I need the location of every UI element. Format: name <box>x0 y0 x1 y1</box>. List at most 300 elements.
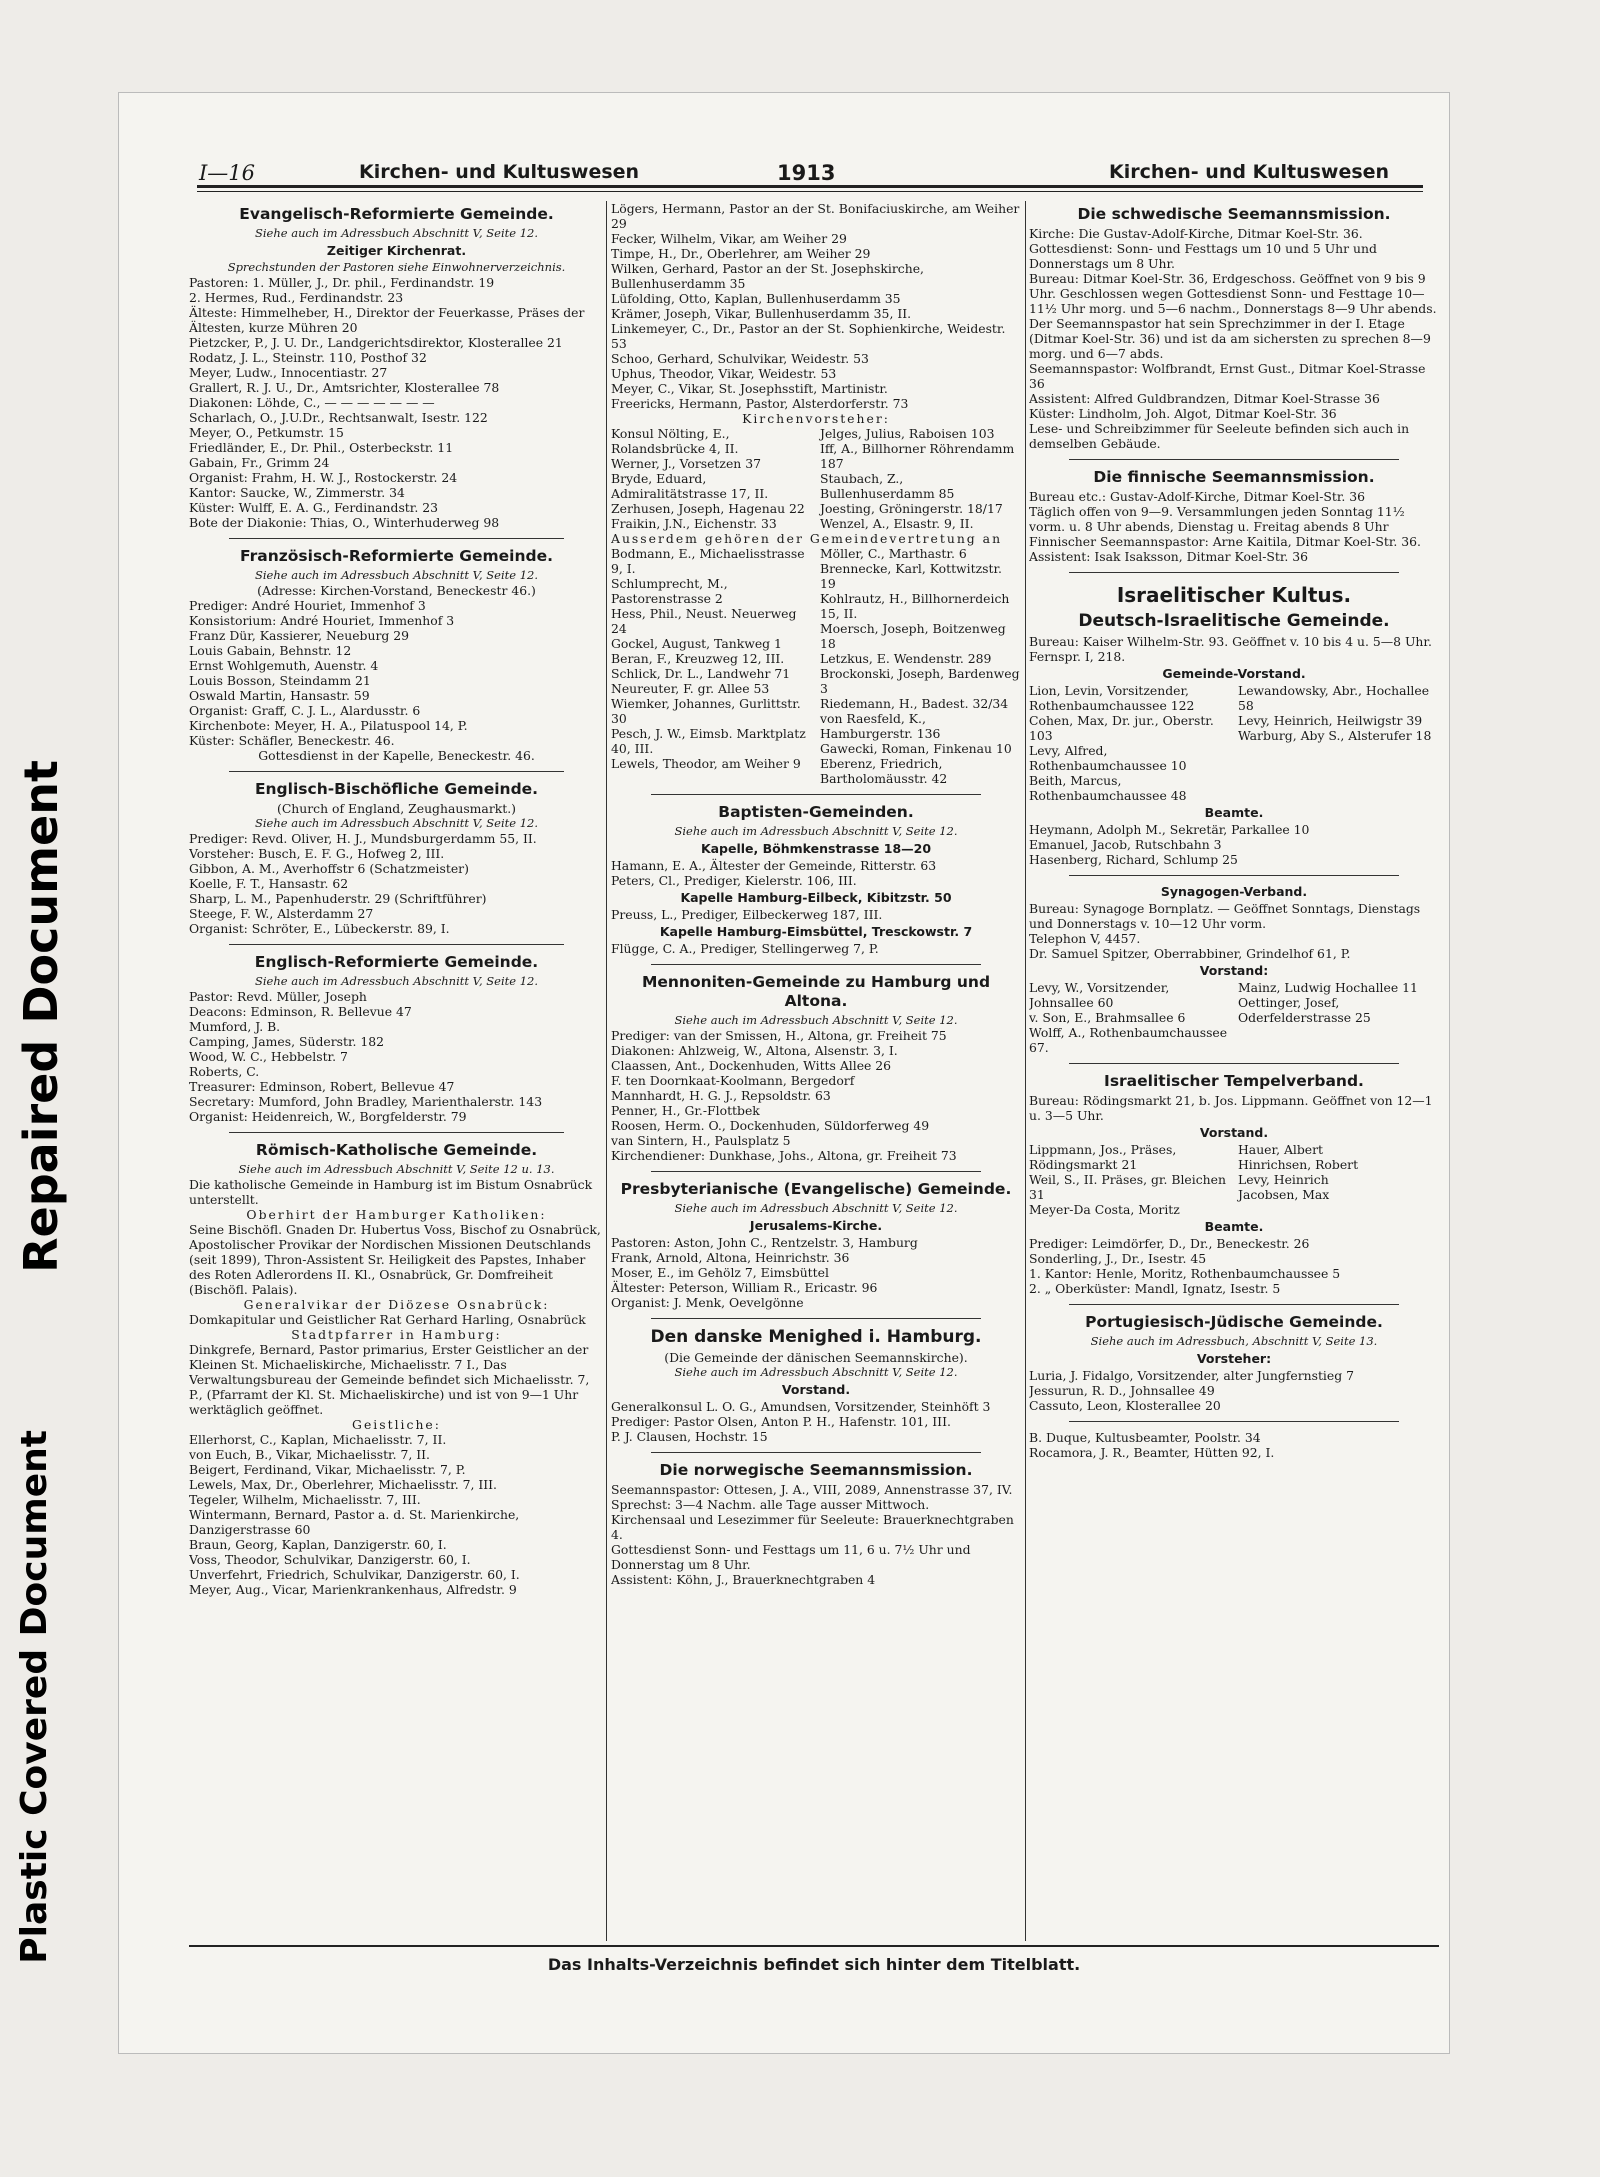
footer-rule <box>189 1945 1439 1947</box>
entry-line: Frank, Arnold, Altona, Heinrichstr. 36 <box>611 1250 850 1265</box>
entry-line: Diakonen: Ahlzweig, W., Altona, Alsenstr. 3, I. <box>611 1043 898 1058</box>
entry-line: Wilken, Gerhard, Pastor an der St. Josephskirche, Bullenhuserdamm 35 <box>611 261 924 291</box>
section-subtitle: (Church of England, Zeughausmarkt.) <box>276 801 517 816</box>
entry-line: Meyer, O., Petkumstr. 15 <box>189 425 344 440</box>
section-divider <box>651 794 981 795</box>
entry-line: Kantor: Saucke, W., Zimmerstr. 34 <box>189 485 405 500</box>
section-schwedische-seemannsmission <box>1029 205 1439 451</box>
page-footer: Das Inhalts-Verzeichnis befindet sich hinter dem Titelblatt. <box>547 1955 1081 1974</box>
section-title: Die norwegische Seemannsmission. <box>659 1461 973 1479</box>
section-note: Siehe auch im Adressbuch Abschnitt V, Seite 12. <box>254 568 538 582</box>
column-middle <box>611 201 1021 1941</box>
section-evangelisch-reformiert <box>189 205 604 530</box>
entry-line: Pastor: Revd. Müller, Joseph <box>189 989 367 1004</box>
paragraph: Seine Bischöfl. Gnaden Dr. Hubertus Voss, Bischof zu Osnabrück, Apostolischer Provikar der Nordischen Missionen Deutschlands (seit 1899), Thron-Assistent Sr. Heiligkeit des Papstes, Inhaber des Roten Adlerordens II. Kl., Osnabrück, Gr. Domfreiheit (Bischöfl. Palais). <box>189 1222 601 1297</box>
entry-line: Weil, S., II. Präses, gr. Bleichen 31 <box>1029 1172 1226 1202</box>
section-title: Evangelisch-Reformierte Gemeinde. <box>239 205 554 223</box>
entry-line: Bureau: Ditmar Koel-Str. 36, Erdgeschoss. Geöffnet von 9 bis 9 Uhr. Geschlossen wegen Gottesdienst Sonn- und Festtage 10—11½ Uhr morg. und 5—6 nachm., Donnerstags 8—9 Uhr abends. <box>1029 271 1437 316</box>
entry-line: Preuss, L., Prediger, Eilbeckerweg 187, III. <box>611 907 883 922</box>
entry-line: Jessurun, R. D., Johnsallee 49 <box>1029 1383 1215 1398</box>
entry-line: Sprechst: 3—4 Nachm. alle Tage ausser Mittwoch. <box>611 1497 930 1512</box>
entry-list <box>1029 1142 1230 1217</box>
entry-line: Gawecki, Roman, Finkenau 10 <box>820 741 1012 756</box>
entry-line: Iff, A., Billhorner Röhrendamm 187 <box>820 441 1015 471</box>
section-address: (Adresse: Kirchen-Vorstand, Beneckestr 46.) <box>257 583 536 598</box>
entry-line: 2. „ Oberküster: Mandl, Ignatz, Isestr. 5 <box>1029 1281 1281 1296</box>
section-title: Englisch-Reformierte Gemeinde. <box>254 953 539 971</box>
subsection-heading: Vorstand. <box>1199 1125 1269 1140</box>
entry-line: Lüfolding, Otto, Kaplan, Bullenhuserdamm 35 <box>611 291 901 306</box>
entry-line: Camping, James, Süderstr. 182 <box>189 1034 385 1049</box>
section-title: Mennoniten-Gemeinde zu Hamburg und Altona. <box>641 973 991 1010</box>
entry-list <box>1029 489 1439 564</box>
entry-line: Assistent: Alfred Guldbrandzen, Ditmar Koel-Strasse 36 <box>1029 391 1380 406</box>
section-title: Französisch-Reformierte Gemeinde. <box>240 547 553 565</box>
entry-line: Louis Bosson, Steindamm 21 <box>189 673 371 688</box>
entry-line: Gockel, August, Tankweg 1 <box>611 636 782 651</box>
entry-line: Fecker, Wilhelm, Vikar, am Weiher 29 <box>611 231 847 246</box>
section-title: Römisch-Katholische Gemeinde. <box>255 1141 538 1159</box>
section-tempelverband <box>1029 1072 1439 1296</box>
entry-line: Scharlach, O., J.U.Dr., Rechtsanwalt, Isestr. 122 <box>189 410 488 425</box>
entry-line: Roberts, C. <box>189 1064 260 1079</box>
entry-list <box>611 1028 1021 1163</box>
entry-line: Organist: Graff, C. J. L., Alardusstr. 6 <box>189 703 421 718</box>
entry-line: Cohen, Max, Dr. jur., Oberstr. 103 <box>1029 713 1214 743</box>
entry-line: Emanuel, Jacob, Rutschbahn 3 <box>1029 837 1222 852</box>
entry-list <box>189 1432 604 1597</box>
entry-line: Jelges, Julius, Raboisen 103 <box>820 426 995 441</box>
entry-line: Pesch, J. W., Eimsb. Marktplatz 40, III. <box>611 726 806 756</box>
running-title-left: Kirchen- und Kultuswesen <box>359 161 640 183</box>
entry-line: Kirche: Die Gustav-Adolf-Kirche, Ditmar Koel-Str. 36. <box>1029 226 1363 241</box>
section-note: Siehe auch im Adressbuch Abschnitt V, Seite 12 u. 13. <box>238 1162 555 1176</box>
entry-line: Seemannspastor: Wolfbrandt, Ernst Gust., Ditmar Koel-Strasse 36 <box>1029 361 1426 391</box>
page-number: I—16 <box>199 161 256 185</box>
entry-line: Lewels, Max, Dr., Oberlehrer, Michaelisstr. 7, III. <box>189 1477 497 1492</box>
section-divider <box>1069 1421 1399 1422</box>
two-column-list <box>1029 980 1439 1055</box>
entry-line: Seemannspastor: Ottesen, J. A., VIII, 2089, Annenstrasse 37, IV. <box>611 1482 1013 1497</box>
entry-line: Wintermann, Bernard, Pastor a. d. St. Marienkirche, Danzigerstrasse 60 <box>189 1507 520 1537</box>
entry-line: Roosen, Herm. O., Dockenhuden, Süldorferweg 49 <box>611 1118 930 1133</box>
section-danske-menighed <box>611 1327 1021 1444</box>
entry-line: Louis Gabain, Behnstr. 12 <box>189 643 352 658</box>
subsection-heading: Zeitiger Kirchenrat. <box>326 243 467 258</box>
section-divider <box>651 1171 981 1172</box>
plastic-covered-document-label: Plastic Covered Document <box>14 1430 55 1964</box>
section-israelitischer-kultus <box>1029 583 1439 867</box>
entry-line: Deacons: Edminson, R. Bellevue 47 <box>189 1004 412 1019</box>
subsection-heading: Oberhirt der Hamburger Katholiken: <box>246 1207 547 1222</box>
entry-line: Küster: Lindholm, Joh. Algot, Ditmar Koel-Str. 36 <box>1029 406 1337 421</box>
section-divider <box>229 1132 564 1133</box>
subsection-heading: Vorstand: <box>1199 963 1269 978</box>
entry-line: Timpe, H., Dr., Oberlehrer, am Weiher 29 <box>611 246 871 261</box>
section-divider <box>651 1452 981 1453</box>
section-divider <box>651 1318 981 1319</box>
section-divider <box>229 771 564 772</box>
entry-line: Schoo, Gerhard, Schulvikar, Weidestr. 53 <box>611 351 869 366</box>
entry-line: Wenzel, A., Elsastr. 9, II. <box>820 516 974 531</box>
entry-list <box>611 426 812 531</box>
entry-list <box>1029 226 1439 451</box>
entry-line: Letzkus, E. Wendenstr. 289 <box>820 651 992 666</box>
entry-line: Friedländer, E., Dr. Phil., Osterbeckstr. 11 <box>189 440 454 455</box>
entry-line: Wiemker, Johannes, Gurlittstr. 30 <box>611 696 801 726</box>
entry-line: Generalkonsul L. O. G., Amundsen, Vorsitzender, Steinhöft 3 <box>611 1399 991 1414</box>
entry-line: Neureuter, F. gr. Allee 53 <box>611 681 770 696</box>
entry-line: Moser, E., im Gehölz 7, Eimsbüttel <box>611 1265 829 1280</box>
subsection-heading: Gemeinde-Vorstand. <box>1162 666 1306 681</box>
section-presbyterianisch <box>611 1180 1021 1310</box>
subsection-heading: Vorstand. <box>781 1382 851 1397</box>
entry-line: Levy, Alfred, Rothenbaumchaussee 10 <box>1029 743 1187 773</box>
section-title: Israelitischer Tempelverband. <box>1104 1072 1364 1090</box>
section-title: Portugiesisch-Jüdische Gemeinde. <box>1085 1313 1383 1331</box>
entry-line: Koelle, F. T., Hansastr. 62 <box>189 876 349 891</box>
entry-line: Fraikin, J.N., Eichenstr. 33 <box>611 516 777 531</box>
entry-line: Penner, H., Gr.-Flottbek <box>611 1103 760 1118</box>
two-column-list <box>611 426 1021 531</box>
repaired-document-label: Repaired Document <box>14 760 68 1273</box>
entry-line: Schlick, Dr. L., Landwehr 71 <box>611 666 791 681</box>
section-note: Siehe auch im Adressbuch Abschnitt V, Seite 12. <box>254 974 538 988</box>
entry-line: Sonderling, J., Dr., Isestr. 45 <box>1029 1251 1207 1266</box>
entry-list <box>189 831 604 936</box>
header-year: 1913 <box>777 161 836 185</box>
entry-line: Staubach, Z., Bullenhuserdamm 85 <box>820 471 955 501</box>
entry-line: Kirchenbote: Meyer, H. A., Pilatuspool 14, P. <box>189 718 468 733</box>
entry-list <box>820 426 1021 531</box>
entry-list <box>1029 683 1230 803</box>
entry-list <box>611 546 812 786</box>
entry-line: Levy, W., Vorsitzender, Johnsallee 60 <box>1029 980 1170 1010</box>
entry-line: Meyer, Aug., Vicar, Marienkrankenhaus, Alfredstr. 9 <box>189 1582 517 1597</box>
entry-line: Hess, Phil., Neust. Neuerweg 24 <box>611 606 797 636</box>
entry-line: Brennecke, Karl, Kottwitzstr. 19 <box>820 561 1002 591</box>
section-mennoniten <box>611 973 1021 1163</box>
entry-line: von Euch, B., Vikar, Michaelisstr. 7, II. <box>189 1447 430 1462</box>
entry-list <box>1029 1368 1439 1413</box>
entry-line: Voss, Theodor, Schulvikar, Danzigerstr. 60, I. <box>189 1552 471 1567</box>
entry-line: Bryde, Eduard, Admiralitätstrasse 17, II. <box>611 471 769 501</box>
entry-line: Gibbon, A. M., Averhoffstr 6 (Schatzmeister) <box>189 861 469 876</box>
entry-line: Kirchendiener: Dunkhase, Johs., Altona, gr. Freiheit 73 <box>611 1148 957 1163</box>
section-note: Siehe auch im Adressbuch Abschnitt V, Seite 12. <box>254 226 538 240</box>
entry-line: Lewels, Theodor, am Weiher 9 <box>611 756 801 771</box>
subsection-heading: Jerusalems-Kirche. <box>749 1218 883 1233</box>
entry-line: Diakonen: Löhde, C., — — — — — — — <box>189 395 435 410</box>
entry-list <box>611 907 1021 922</box>
entry-line: Freericks, Hermann, Pastor, Alsterdorferstr. 73 <box>611 396 909 411</box>
section-note: Siehe auch im Adressbuch Abschnitt V, Seite 12. <box>254 816 538 830</box>
entry-line: Gottesdienst Sonn- und Festtags um 11, 6 u. 7½ Uhr und Donnerstag um 8 Uhr. <box>611 1542 971 1572</box>
subsection-heading: Ausserdem gehören der Gemeindevertretung an <box>611 531 1003 546</box>
entry-line: Ellerhorst, C., Kaplan, Michaelisstr. 7, II. <box>189 1432 447 1447</box>
entry-line: Schlumprecht, M., Pastorenstrasse 2 <box>611 576 728 606</box>
section-divider <box>229 538 564 539</box>
scanned-page <box>118 92 1450 2054</box>
entry-line: Hasenberg, Richard, Schlump 25 <box>1029 852 1238 867</box>
entry-line: Cassuto, Leon, Klosterallee 20 <box>1029 1398 1221 1413</box>
entry-line: Gottesdienst: Sonn- und Festtags um 10 und 5 Uhr und Donnerstags um 8 Uhr. <box>1029 241 1377 271</box>
entry-line: Meyer, Ludw., Innocentiastr. 27 <box>189 365 388 380</box>
entry-line: Pietzcker, P., J. U. Dr., Landgerichtsdirektor, Klosterallee 21 <box>189 335 563 350</box>
section-title: Den danske Menighed i. Hamburg. <box>650 1327 982 1347</box>
entry-line: Linkemeyer, C., Dr., Pastor an der St. Sophienkirche, Weidestr. 53 <box>611 321 1006 351</box>
subsection-heading: Kapelle, Böhmkenstrasse 18—20 <box>700 841 932 856</box>
entry-line: Zerhusen, Joseph, Hagenau 22 <box>611 501 805 516</box>
section-finnische-seemannsmission <box>1029 468 1439 564</box>
entry-line: Lese- und Schreibzimmer für Seeleute befinden sich auch in demselben Gebäude. <box>1029 421 1410 451</box>
section-norwegische-seemannsmission <box>611 1461 1021 1587</box>
entry-line: Eberenz, Friedrich, Bartholomäusstr. 42 <box>820 756 948 786</box>
entry-line: Meyer, C., Vikar, St. Josephsstift, Martinistr. <box>611 381 888 396</box>
entry-list <box>820 546 1021 786</box>
entry-line: Krämer, Joseph, Vikar, Bullenhuserdamm 35, II. <box>611 306 912 321</box>
entry-line: Hamann, E. A., Ältester der Gemeinde, Ritterstr. 63 <box>611 858 937 873</box>
entry-line: Pastoren: 1. Müller, J., Dr. phil., Ferdinandstr. 19 <box>189 275 495 290</box>
section-footnote: Gottesdienst in der Kapelle, Beneckestr. 46. <box>258 748 535 763</box>
section-divider <box>1069 572 1399 573</box>
entry-line: Sharp, L. M., Papenhuderstr. 29 (Schriftführer) <box>189 891 487 906</box>
section-baptisten <box>611 803 1021 956</box>
entry-line: Beith, Marcus, Rothenbaumchaussee 48 <box>1029 773 1187 803</box>
entry-line: Lippmann, Jos., Präses, Rödingsmarkt 21 <box>1029 1142 1177 1172</box>
entry-list <box>611 201 1021 411</box>
entry-line: van Sintern, H., Paulsplatz 5 <box>611 1133 791 1148</box>
entry-line: Bodmann, E., Michaelisstrasse 9, I. <box>611 546 805 576</box>
section-title: Die schwedische Seemannsmission. <box>1077 205 1391 223</box>
two-column-list <box>611 546 1021 786</box>
entry-line: Küster: Wulff, E. A. G., Ferdinandstr. 23 <box>189 500 438 515</box>
section-intro: Die katholische Gemeinde in Hamburg ist im Bistum Osnabrück unterstellt. <box>189 1177 593 1207</box>
entry-line: Lögers, Hermann, Pastor an der St. Bonifaciuskirche, am Weiher 29 <box>611 201 1020 231</box>
section-divider <box>1069 1304 1399 1305</box>
entry-line: Prediger: Revd. Oliver, H. J., Mundsburgerdamm 55, II. <box>189 831 537 846</box>
section-roemisch-katholisch <box>189 1141 604 1597</box>
entry-line: Assistent: Isak Isaksson, Ditmar Koel-Str. 36 <box>1029 549 1309 564</box>
entry-line: Claassen, Ant., Dockenhuden, Witts Allee 26 <box>611 1058 892 1073</box>
section-divider <box>1069 459 1399 460</box>
entry-line: 1. Kantor: Henle, Moritz, Rothenbaumchaussee 5 <box>1029 1266 1341 1281</box>
entry-line: Hauer, Albert <box>1238 1142 1324 1157</box>
entry-list <box>1238 1142 1439 1217</box>
entry-line: Vorsteher: Busch, E. F. G., Hofweg 2, III. <box>189 846 445 861</box>
column-divider <box>1025 201 1026 1941</box>
entry-line: Werner, J., Vorsetzen 37 <box>611 456 761 471</box>
entry-list <box>1238 980 1439 1055</box>
section-title: Englisch-Bischöfliche Gemeinde. <box>254 780 539 798</box>
entry-line: Mannhardt, H. G. J., Repsoldstr. 63 <box>611 1088 831 1103</box>
entry-line: Kirchensaal und Lesezimmer für Seeleute: Brauerknechtgraben 4. <box>611 1512 1014 1542</box>
section-note: Sprechstunden der Pastoren siehe Einwohnerverzeichnis. <box>227 260 566 274</box>
entry-list <box>611 858 1021 888</box>
entry-list <box>611 1399 1021 1444</box>
entry-line: Lion, Levin, Vorsitzender, Rothenbaumchaussee 122 <box>1029 683 1195 713</box>
entry-line: Prediger: Leimdörfer, D., Dr., Beneckestr. 26 <box>1029 1236 1310 1251</box>
column-right <box>1029 201 1439 1941</box>
paragraph: Dinkgrefe, Bernard, Pastor primarius, Erster Geistlicher an der Kleinen St. Michaeliskirche, Michaelisstr. 7 I., Das Verwaltungsbureau der Gemeinde befindet sich Michaelisstr. 7, P., (Pfarramt der Kl. St. Michaeliskirche) und ist von 9—1 Uhr werktäglich geöffnet. <box>189 1342 590 1417</box>
section-title: Israelitischer Kultus. <box>1116 583 1352 607</box>
entry-line: Der Seemannspastor hat sein Sprechzimmer in der I. Etage (Ditmar Koel-Str. 36) und ist da am sichersten zu sprechen 8—9 morg. und 6—7 abds. <box>1029 316 1431 361</box>
subsection-heading: Beamte. <box>1204 805 1264 820</box>
entry-line: Flügge, C. A., Prediger, Stellingerweg 7, P. <box>611 941 879 956</box>
entry-line: Tegeler, Wilhelm, Michaelisstr. 7, III. <box>189 1492 421 1507</box>
section-note: Siehe auch im Adressbuch Abschnitt V, Seite 12. <box>674 1365 958 1379</box>
entry-line: Luria, J. Fidalgo, Vorsitzender, alter Jungfernstieg 7 <box>1029 1368 1354 1383</box>
subsection-heading: Kapelle Hamburg-Eilbeck, Kibitzstr. 50 <box>680 890 952 905</box>
entry-line: Älteste: Himmelheber, H., Direktor der Feuerkasse, Präses der Ältesten, kurze Mühren 20 <box>189 305 585 335</box>
section-englisch-bischoeflich <box>189 780 604 936</box>
entry-line: Organist: Heidenreich, W., Borgfelderstr. 79 <box>189 1109 467 1124</box>
entry-line: Organist: Schröter, E., Lübeckerstr. 89, I. <box>189 921 450 936</box>
entry-line: Brockonski, Joseph, Bardenweg 3 <box>820 666 1020 696</box>
section-title: Presbyterianische (Evangelische) Gemeinde. <box>620 1180 1012 1198</box>
subsection-heading: Stadtpfarrer in Hamburg: <box>291 1327 502 1342</box>
entry-line: Joesting, Gröningerstr. 18/17 <box>820 501 1003 516</box>
bureau-info: Bureau: Rödingsmarkt 21, b. Jos. Lippmann. Geöffnet von 12—1 u. 3—5 Uhr. <box>1029 1093 1433 1123</box>
column-left <box>189 201 604 1941</box>
entry-list <box>1029 901 1439 961</box>
entry-line: Mumford, J. B. <box>189 1019 281 1034</box>
entry-list <box>1029 1236 1439 1296</box>
entry-line: Bureau etc.: Gustav-Adolf-Kirche, Ditmar Koel-Str. 36 <box>1029 489 1366 504</box>
entry-line: Treasurer: Edminson, Robert, Bellevue 47 <box>189 1079 455 1094</box>
entry-line: v. Son, E., Brahmsallee 6 <box>1029 1010 1186 1025</box>
entry-line: Küster: Schäfler, Beneckestr. 46. <box>189 733 395 748</box>
entry-line: Telephon V, 4457. <box>1029 931 1141 946</box>
entry-line: Konsistorium: André Houriet, Immenhof 3 <box>189 613 455 628</box>
entry-line: Bureau: Synagoge Bornplatz. — Geöffnet Sonntags, Dienstags und Donnerstags v. 10—12 Uhr vorm. <box>1029 901 1421 931</box>
entry-line: Levy, Heinrich, Heilwigstr 39 <box>1238 713 1423 728</box>
section-divider <box>651 964 981 965</box>
entry-list <box>1029 822 1439 867</box>
entry-list <box>1238 683 1439 803</box>
entry-line: Ältester: Peterson, William R., Ericastr. 96 <box>611 1280 878 1295</box>
header-rule <box>197 185 1423 188</box>
entry-line: Unverfehrt, Friedrich, Schulvikar, Danzigerstr. 60, I. <box>189 1567 520 1582</box>
section-divider <box>229 944 564 945</box>
entry-line: 2. Hermes, Rud., Ferdinandstr. 23 <box>189 290 404 305</box>
entry-line: Kohlrautz, H., Billhornerdeich 15, II. <box>820 591 1010 621</box>
entry-line: Oswald Martin, Hansastr. 59 <box>189 688 370 703</box>
subsection-heading: Generalvikar der Diözese Osnabrück: <box>243 1297 550 1312</box>
entry-line: Lewandowsky, Abr., Hochallee 58 <box>1238 683 1430 713</box>
entry-list <box>611 941 1021 956</box>
entry-line: Ernst Wohlgemuth, Auenstr. 4 <box>189 658 379 673</box>
entry-line: Franz Dür, Kassierer, Neueburg 29 <box>189 628 410 643</box>
entry-line: Prediger: André Houriet, Immenhof 3 <box>189 598 426 613</box>
two-column-list <box>1029 683 1439 803</box>
section-note: Siehe auch im Adressbuch Abschnitt V, Seite 12. <box>674 824 958 838</box>
entry-line: Hinrichsen, Robert <box>1238 1157 1359 1172</box>
subsection-heading: Kapelle Hamburg-Eimsbüttel, Tresckowstr. 7 <box>659 924 973 939</box>
entry-line: Levy, Heinrich <box>1238 1172 1329 1187</box>
subsection-heading: Kirchenvorsteher: <box>742 411 890 426</box>
entry-line: Grallert, R. J. U., Dr., Amtsrichter, Klosterallee 78 <box>189 380 500 395</box>
entry-line: Jacobsen, Max <box>1238 1187 1330 1202</box>
running-title-right: Kirchen- und Kultuswesen <box>1109 161 1390 183</box>
entry-line: Prediger: van der Smissen, H., Altona, gr. Freiheit 75 <box>611 1028 947 1043</box>
entry-line: Secretary: Mumford, John Bradley, Marienthalerstr. 143 <box>189 1094 543 1109</box>
entry-line: P. J. Clausen, Hochstr. 15 <box>611 1429 768 1444</box>
subsection-heading: Vorsteher: <box>1196 1351 1272 1366</box>
entry-line: Wolff, A., Rothenbaumchaussee 67. <box>1029 1025 1228 1055</box>
entry-line: Mainz, Ludwig Hochallee 11 <box>1238 980 1418 995</box>
entry-line: Dr. Samuel Spitzer, Oberrabbiner, Grindelhof 61, P. <box>1029 946 1351 961</box>
entry-list <box>189 598 604 748</box>
bureau-info: Bureau: Kaiser Wilhelm-Str. 93. Geöffnet v. 10 bis 4 u. 5—8 Uhr. Fernspr. I, 218. <box>1029 634 1432 664</box>
section-subtitle: Deutsch-Israelitische Gemeinde. <box>1078 611 1390 631</box>
subsection-heading: Beamte. <box>1204 1219 1264 1234</box>
entry-line: Oettinger, Josef, Oderfelderstrasse 25 <box>1238 995 1371 1025</box>
section-divider <box>1069 1063 1399 1064</box>
section-englisch-reformiert <box>189 953 604 1124</box>
section-note: Siehe auch im Adressbuch, Abschnitt V, Seite 13. <box>1090 1334 1378 1348</box>
entry-line: Heymann, Adolph M., Sekretär, Parkallee 10 <box>1029 822 1310 837</box>
entry-line: Bote der Diakonie: Thias, O., Winterhuderweg 98 <box>189 515 500 530</box>
column-divider <box>606 201 607 1941</box>
subsection-heading: Geistliche: <box>352 1417 441 1432</box>
entry-line: Möller, C., Marthastr. 6 <box>820 546 967 561</box>
entry-line: Pastoren: Aston, John C., Rentzelstr. 3, Hamburg <box>611 1235 918 1250</box>
entry-line: Uphus, Theodor, Vikar, Weidestr. 53 <box>611 366 837 381</box>
header-rule-thin <box>197 191 1423 192</box>
entry-list <box>189 989 604 1124</box>
section-note: Siehe auch im Adressbuch Abschnitt V, Seite 12. <box>674 1013 958 1027</box>
section-portugiesisch-juedisch <box>1029 1313 1439 1460</box>
entry-line: Beigert, Ferdinand, Vikar, Michaelisstr. 7, P. <box>189 1462 466 1477</box>
section-synagogen-verband <box>1029 884 1439 1055</box>
entry-line: Meyer-Da Costa, Moritz <box>1029 1202 1180 1217</box>
entry-line: Braun, Georg, Kaplan, Danzigerstr. 60, I. <box>189 1537 447 1552</box>
entry-list <box>189 275 604 530</box>
entry-line: Warburg, Aby S., Alsterufer 18 <box>1238 728 1432 743</box>
entry-list <box>1029 1430 1439 1460</box>
entry-line: Assistent: Köhn, J., Brauerknechtgraben 4 <box>611 1572 876 1587</box>
entry-line: B. Duque, Kultusbeamter, Poolstr. 34 <box>1029 1430 1261 1445</box>
entry-line: Rocamora, J. R., Beamter, Hütten 92, I. <box>1029 1445 1275 1460</box>
entry-list <box>611 1482 1021 1587</box>
section-note: Siehe auch im Adressbuch Abschnitt V, Seite 12. <box>674 1201 958 1215</box>
entry-list <box>611 1235 1021 1310</box>
two-column-list <box>1029 1142 1439 1217</box>
entry-line: Organist: Frahm, H. W. J., Rostockerstr. 24 <box>189 470 458 485</box>
entry-line: Konsul Nölting, E., Rolandsbrücke 4, II. <box>611 426 739 456</box>
section-franzoesisch-reformiert <box>189 547 604 763</box>
entry-line: Prediger: Pastor Olsen, Anton P. H., Hafenstr. 101, III. <box>611 1414 951 1429</box>
entry-line: Riedemann, H., Badest. 32/34 <box>820 696 1009 711</box>
entry-line: Gabain, Fr., Grimm 24 <box>189 455 330 470</box>
section-subtitle: (Die Gemeinde der dänischen Seemannskirche). <box>664 1350 968 1365</box>
section-title: Die finnische Seemannsmission. <box>1093 468 1375 486</box>
entry-line: Beran, F., Kreuzweg 12, III. <box>611 651 785 666</box>
paragraph: Domkapitular und Geistlicher Rat Gerhard Harling, Osnabrück <box>189 1312 586 1327</box>
entry-line: Peters, Cl., Prediger, Kielerstr. 106, III. <box>611 873 857 888</box>
entry-line: F. ten Doornkaat-Koolmann, Bergedorf <box>611 1073 855 1088</box>
entry-line: Rodatz, J. L., Steinstr. 110, Posthof 32 <box>189 350 427 365</box>
entry-line: von Raesfeld, K., Hamburgerstr. 136 <box>820 711 941 741</box>
entry-line: Organist: J. Menk, Oevelgönne <box>611 1295 804 1310</box>
section-title: Baptisten-Gemeinden. <box>718 803 914 821</box>
section-title: Synagogen-Verband. <box>1160 884 1308 899</box>
entry-line: Finnischer Seemannspastor: Arne Kaitila, Ditmar Koel-Str. 36. <box>1029 534 1421 549</box>
entry-line: Wood, W. C., Hebbelstr. 7 <box>189 1049 348 1064</box>
entry-line: Täglich offen von 9—9. Versammlungen jeden Sonntag 11½ vorm. u. 8 Uhr abends, Dienstag u. Freitag abends 8 Uhr <box>1029 504 1405 534</box>
entry-list <box>1029 980 1230 1055</box>
